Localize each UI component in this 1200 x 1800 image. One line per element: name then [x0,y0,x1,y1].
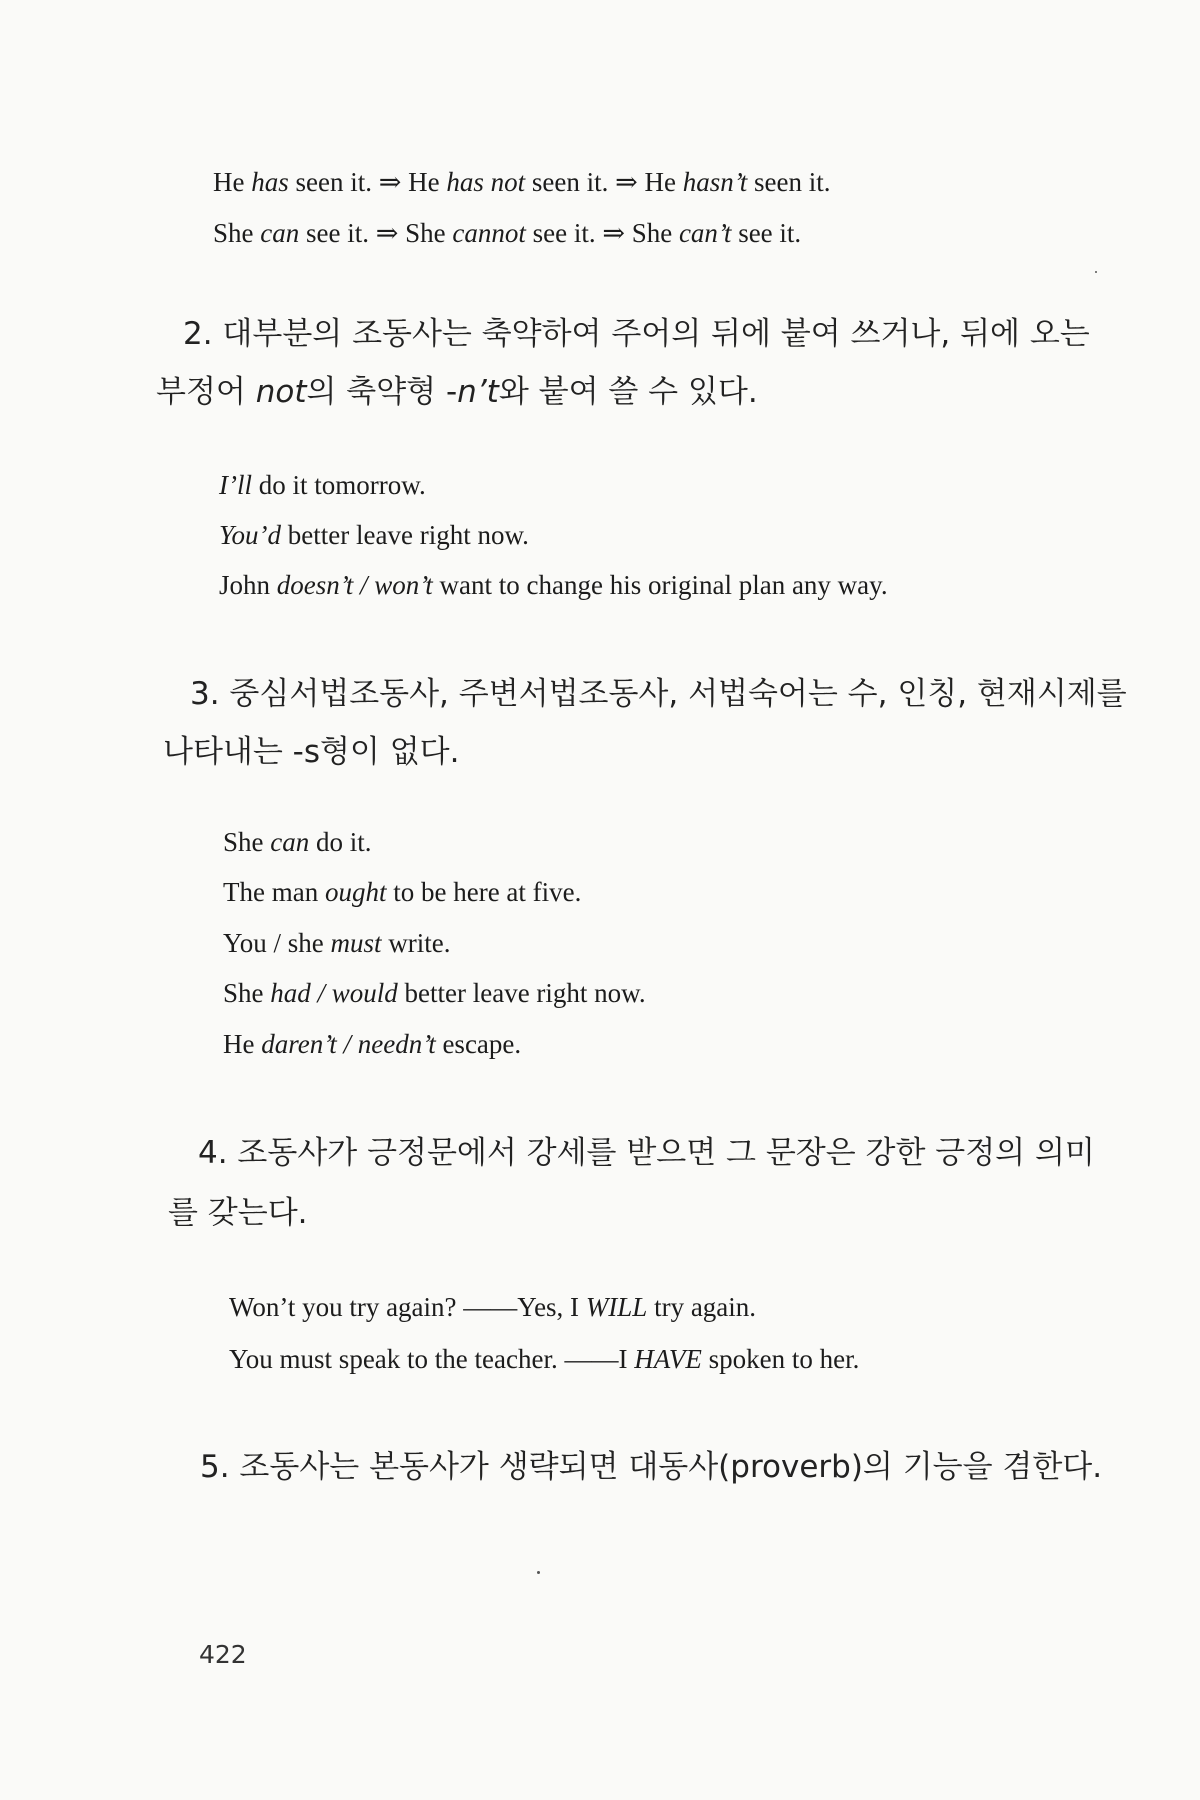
example-line: She can do it. [223,827,372,857]
rule-heading-continuation: 부정어 not의 축약형 -n’t와 붙여 쓸 수 있다. [156,374,758,410]
rule-heading-continuation: 나타내는 -s형이 없다. [163,734,460,770]
page-number: 422 [199,1640,247,1669]
rule-heading: 2. 대부분의 조동사는 축약하여 주어의 뒤에 붙여 쓰거나, 뒤에 오는 [183,316,1090,352]
example-line: I’ll do it tomorrow. [219,470,426,500]
example-line: He has seen it. ⇒ He has not seen it. ⇒ He hasn’t seen it. [213,167,831,197]
example-line: The man ought to be here at five. [223,877,582,907]
scan-speck [537,1571,540,1574]
rule-heading-continuation: 를 갖는다. [168,1195,308,1231]
example-line: She can see it. ⇒ She cannot see it. ⇒ She can’t see it. [213,218,802,248]
example-line: You / she must write. [223,928,451,958]
example-line: Won’t you try again? ——Yes, I WILL try again. [229,1292,757,1322]
example-line: John doesn’t / won’t want to change his original plan any way. [219,570,888,600]
example-line: You must speak to the teacher. ——I HAVE spoken to her. [229,1344,860,1374]
example-line: She had / would better leave right now. [223,978,646,1008]
example-line: You’d better leave right now. [219,520,529,550]
rule-heading: 5. 조동사는 본동사가 생략되면 대동사(proverb)의 기능을 겸한다. [200,1449,1103,1485]
rule-heading: 4. 조동사가 긍정문에서 강세를 받으면 그 문장은 강한 긍정의 의미 [198,1135,1095,1171]
scan-speck [1095,271,1097,273]
example-line: He daren’t / needn’t escape. [223,1029,522,1059]
rule-heading: 3. 중심서법조동사, 주변서법조동사, 서법숙어는 수, 인칭, 현재시제를 [190,676,1127,712]
